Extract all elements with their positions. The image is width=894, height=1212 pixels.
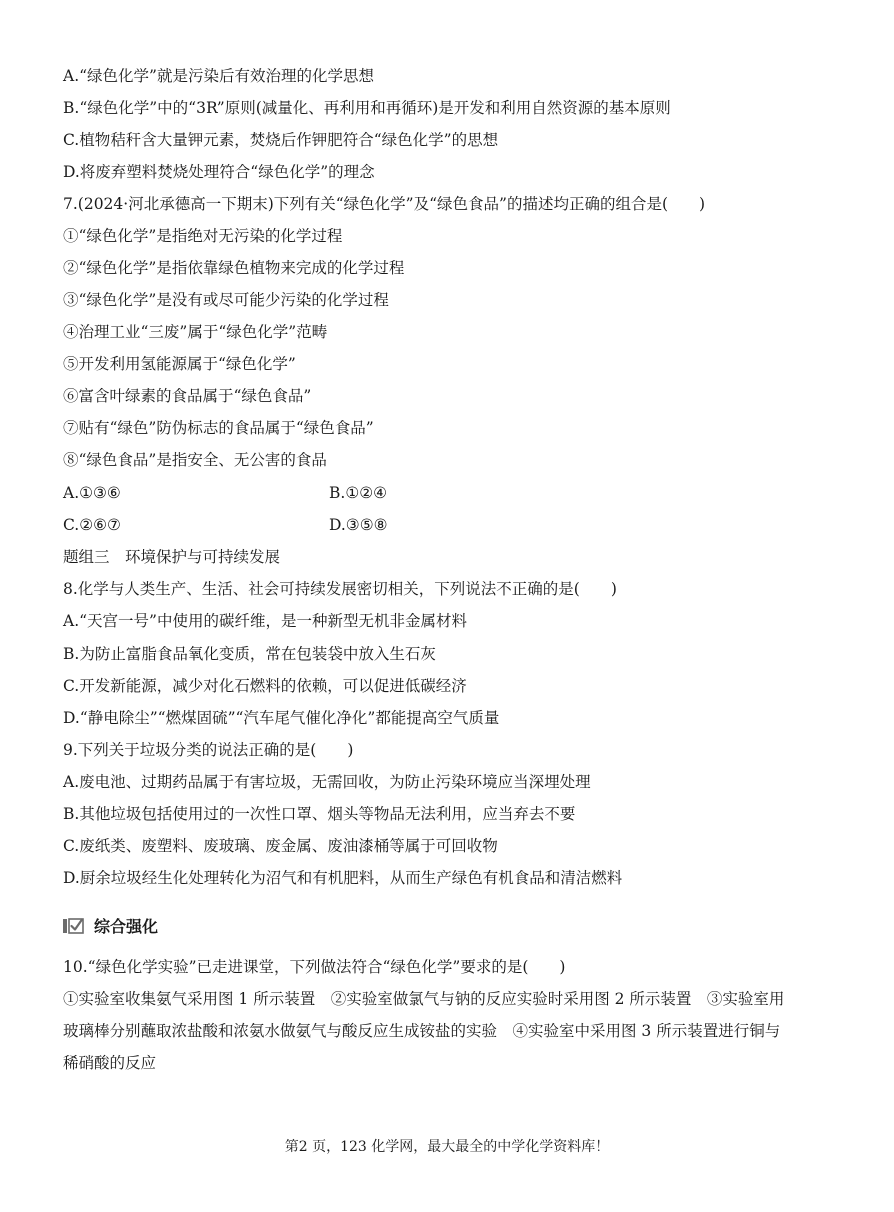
q7-statement: ②“绿色化学”是指依靠绿色植物来完成的化学过程 <box>63 259 405 277</box>
checklist-icon <box>62 916 84 934</box>
group3-heading: 题组三 环境保护与可持续发展 <box>63 548 281 566</box>
q7-statement: ⑤开发利用氢能源属于“绿色化学” <box>63 355 296 373</box>
q9-option-c: C.废纸类、废塑料、废玻璃、废金属、废油漆桶等属于可回收物 <box>63 837 498 855</box>
q8-option-c: C.开发新能源，减少对化石燃料的依赖，可以促进低碳经济 <box>63 677 467 695</box>
q7-statement: ⑥富含叶绿素的食品属于“绿色食品” <box>63 387 312 405</box>
q6-option-d: D.将废弃塑料焚烧处理符合“绿色化学”的理念 <box>63 163 375 181</box>
q10-stem: 10.“绿色化学实验”已走进课堂，下列做法符合“绿色化学”要求的是( ) <box>63 958 566 976</box>
section-header <box>62 914 158 936</box>
q7-statement: ③“绿色化学”是没有或尽可能少污染的化学过程 <box>63 291 389 309</box>
q7-option-b: B.①②④ <box>329 484 388 502</box>
q7-option-c: C.②⑥⑦ <box>63 516 121 534</box>
q9-option-b: B.其他垃圾包括使用过的一次性口罩、烟头等物品无法利用，应当弃去不要 <box>63 805 576 823</box>
q9-stem: 9.下列关于垃圾分类的说法正确的是( ) <box>63 741 354 759</box>
q10-body-line: 稀硝酸的反应 <box>63 1054 157 1072</box>
q7-stem: 7.(2024·河北承德高一下期末)下列有关“绿色化学”及“绿色食品”的描述均正确的组合是( ) <box>63 195 706 213</box>
section-title: 综合强化 <box>94 916 159 936</box>
q7-statement: ⑧“绿色食品”是指安全、无公害的食品 <box>63 451 327 469</box>
q7-option-a: A.①③⑥ <box>63 484 121 502</box>
q6-option-b: B.“绿色化学”中的“3R”原则(减量化、再利用和再循环)是开发和利用自然资源的基本原则 <box>63 99 671 117</box>
q6-option-c: C.植物秸秆含大量钾元素，焚烧后作钾肥符合“绿色化学”的思想 <box>63 131 499 149</box>
q8-option-d: D.“静电除尘”“燃煤固硫”“汽车尾气催化净化”都能提高空气质量 <box>63 709 500 727</box>
q10-body-line: ①实验室收集氨气采用图 1 所示装置 ②实验室做氯气与钠的反应实验时采用图 2 所示装置 ③实验室用 <box>63 990 785 1008</box>
q10-body-line: 玻璃棒分别蘸取浓盐酸和浓氨水做氨气与酸反应生成铵盐的实验 ④实验室中采用图 3 所示装置进行铜与 <box>63 1022 781 1040</box>
q8-stem: 8.化学与人类生产、生活、社会可持续发展密切相关，下列说法不正确的是( ) <box>63 580 617 598</box>
q9-option-d: D.厨余垃圾经生化处理转化为沼气和有机肥料，从而生产绿色有机食品和清洁燃料 <box>63 869 623 887</box>
q6-option-a: A.“绿色化学”就是污染后有效治理的化学思想 <box>63 67 374 85</box>
q7-statement: ④治理工业“三废”属于“绿色化学”范畴 <box>63 323 328 341</box>
q8-option-b: B.为防止富脂食品氧化变质，常在包装袋中放入生石灰 <box>63 645 436 663</box>
page-footer: 第2 页，123 化学网，最大最全的中学化学资料库！ <box>284 1139 610 1155</box>
q7-statement: ⑦贴有“绿色”防伪标志的食品属于“绿色食品” <box>63 419 374 437</box>
q7-statement: ①“绿色化学”是指绝对无污染的化学过程 <box>63 227 343 245</box>
q7-option-d: D.③⑤⑧ <box>329 516 388 534</box>
q8-option-a: A.“天宫一号”中使用的碳纤维，是一种新型无机非金属材料 <box>63 612 467 630</box>
q9-option-a: A.废电池、过期药品属于有害垃圾，无需回收，为防止污染环境应当深埋处理 <box>63 773 591 791</box>
